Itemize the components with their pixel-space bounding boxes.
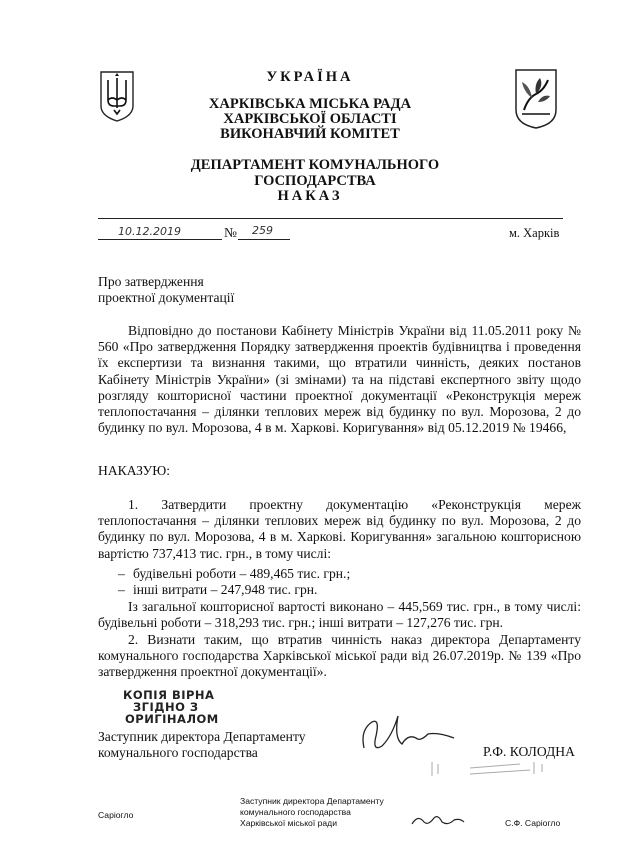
subject-line-1: Про затвердження [98,274,204,289]
footer-position-line-1: Заступник директора Департаменту [240,796,384,806]
footer-signature-scribble [408,810,468,830]
order-number: 259 [252,224,273,237]
item-2-paragraph: 2. Визнати таким, що втратив чинність наказ директора Департаменту комунального господарства Харківської міської ради від 26.07.2019р. № 139 «Про затвердження проектної документації». [98,632,581,680]
kharkiv-emblem-icon [514,68,558,130]
coat-of-arms-icon [100,70,134,122]
bullet-marker-1: – [118,566,125,581]
footer-name: С.Ф. Саріогло [505,818,561,828]
footer-position-line-2: комунального господарства [240,807,351,817]
faint-seal-mark [430,758,560,778]
council-line-2: ХАРКІВСЬКОЇ ОБЛАСТІ [223,111,397,127]
item-1-paragraph: 1. Затвердити проектну документацію «Реконструкція мереж теплопостачання – ділянки теплових мереж від будинку по вул. Морозова, 2 до будинку по вул. Морозова, 4 в м. Харкові. Коригування» загальною кошторисною вартістю 737,413 тис. грн., в тому числі: [98,497,581,561]
signatory-position-line-2: комунального господарства [98,745,258,760]
order-date: 10.12.2019 [118,225,181,238]
subject-line-2: проектної документації [98,290,235,305]
number-underline [238,239,290,240]
author-name: Саріогло [98,810,134,820]
city: м. Харків [509,226,560,240]
bullet-item-2: інші витрати – 247,948 тис. грн. [133,582,318,597]
copy-stamp-line-2: ЗГІДНО З [133,700,199,714]
bullet-marker-2: – [118,582,125,597]
preamble-paragraph: Відповідно до постанови Кабінету Міністрів України від 11.05.2011 року № 560 «Про затвердження Порядку затвердження проектів будівництва і проведення їх експертизи та визнання такими, що втратили чинність, деяких постанов Кабінету Міністрів України» (зі змінами) та на підставі експертного звіту щодо розгляду кошторисної частини проектної документації «Реконструкція мереж теплопостачання – ділянки теплових мереж від будинку по вул. Морозова, 2 до будинку по вул. Морозова, 4 в м. Харкові. Коригування» від 05.12.2019 № 19466, [98,323,581,436]
signatory-name: Р.Ф. КОЛОДНА [483,744,575,759]
copy-stamp-line-1: КОПІЯ ВІРНА [123,688,215,702]
council-line-3: ВИКОНАВЧИЙ КОМІТЕТ [220,126,400,142]
completed-paragraph: Із загальної кошторисної вартості виконано – 445,569 тис. грн., в тому числі: будівельні роботи – 318,293 тис. грн.; інші витрати – 127,276 тис. грн. [98,599,581,631]
copy-stamp-line-3: ОРИГІНАЛОМ [125,712,219,726]
order-word: НАКАЗУЮ: [98,463,171,478]
council-line-1: ХАРКІВСЬКА МІСЬКА РАДА [208,96,412,112]
bullet-item-1: будівельні роботи – 489,465 тис. грн.; [133,566,351,581]
footer-position-line-3: Харківської міської ради [240,818,337,828]
document-type: НАКАЗ [277,188,343,204]
number-sign: № [224,225,237,240]
signature-scribble [358,708,458,760]
signatory-position-line-1: Заступник директора Департаменту [98,729,306,744]
header-divider [98,218,563,219]
department-name: ДЕПАРТАМЕНТ КОМУНАЛЬНОГО ГОСПОДАРСТВА [190,157,440,189]
country-name: УКРАЇНА [266,69,354,85]
date-underline [98,239,222,240]
